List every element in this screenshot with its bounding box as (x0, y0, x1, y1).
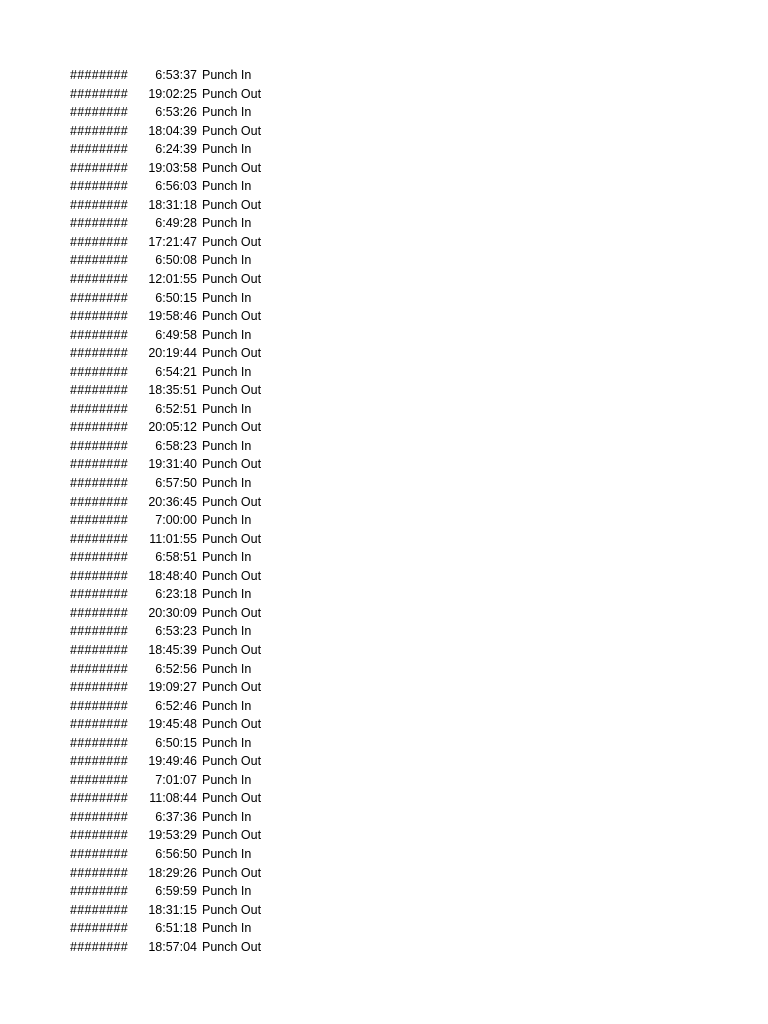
table-row (68, 622, 268, 641)
table-row (68, 808, 268, 827)
action-cell: Punch In (202, 698, 252, 713)
action-cell: Punch Out (202, 494, 262, 509)
table-row (68, 530, 268, 549)
action-cell: Punch In (202, 809, 252, 824)
time-cell: 19:03:58 (148, 160, 197, 175)
time-cell: 18:45:39 (148, 642, 197, 657)
time-cell: 6:51:18 (155, 921, 197, 936)
table-row (68, 85, 268, 104)
table-row (68, 326, 268, 345)
date-cell: ######## (70, 457, 129, 472)
date-cell: ######## (70, 846, 129, 861)
time-cell: 6:56:50 (155, 846, 197, 861)
table-row (68, 585, 268, 604)
time-cell: 19:58:46 (148, 309, 197, 324)
action-cell: Punch In (202, 179, 252, 194)
time-cell: 18:57:04 (148, 939, 197, 954)
table-row (68, 901, 268, 920)
time-cell: 7:00:00 (155, 513, 197, 528)
punch-log-table (68, 66, 268, 956)
action-cell: Punch In (202, 772, 252, 787)
table-row (68, 641, 268, 660)
date-cell: ######## (70, 884, 129, 899)
date-cell: ######## (70, 624, 129, 639)
time-cell: 19:53:29 (148, 828, 197, 843)
action-cell: Punch Out (202, 420, 262, 435)
date-cell: ######## (70, 290, 129, 305)
table-row (68, 344, 268, 363)
time-cell: 20:36:45 (148, 494, 197, 509)
time-cell: 11:01:55 (149, 531, 197, 546)
time-cell: 19:31:40 (148, 457, 197, 472)
time-cell: 12:01:55 (148, 272, 197, 287)
action-cell: Punch Out (202, 197, 262, 212)
action-cell: Punch Out (202, 86, 262, 101)
time-cell: 6:59:59 (155, 884, 197, 899)
table-row (68, 400, 268, 419)
action-cell: Punch Out (202, 123, 262, 138)
table-row (68, 493, 268, 512)
table-row (68, 103, 268, 122)
date-cell: ######## (70, 754, 129, 769)
date-cell: ######## (70, 346, 129, 361)
time-cell: 6:53:26 (155, 105, 197, 120)
action-cell: Punch In (202, 68, 252, 82)
action-cell: Punch In (202, 846, 252, 861)
date-cell: ######## (70, 698, 129, 713)
action-cell: Punch Out (202, 902, 262, 917)
date-cell: ######## (70, 550, 129, 565)
date-cell: ######## (70, 568, 129, 583)
table-row (68, 660, 268, 679)
time-cell: 18:29:26 (148, 865, 197, 880)
time-cell: 6:23:18 (155, 587, 197, 602)
time-cell: 6:37:36 (155, 809, 197, 824)
date-cell: ######## (70, 642, 129, 657)
time-cell: 6:57:50 (155, 476, 197, 491)
date-cell: ######## (70, 272, 129, 287)
time-cell: 6:52:56 (155, 661, 197, 676)
table-row (68, 734, 268, 753)
date-cell: ######## (70, 327, 129, 342)
action-cell: Punch In (202, 735, 252, 750)
date-cell: ######## (70, 309, 129, 324)
table-row (68, 604, 268, 623)
date-cell: ######## (70, 123, 129, 138)
action-cell: Punch In (202, 476, 252, 491)
date-cell: ######## (70, 364, 129, 379)
action-cell: Punch In (202, 401, 252, 416)
action-cell: Punch Out (202, 865, 262, 880)
time-cell: 6:52:51 (155, 401, 197, 416)
action-cell: Punch Out (202, 568, 262, 583)
table-row (68, 66, 268, 85)
date-cell: ######## (70, 587, 129, 602)
date-cell: ######## (70, 809, 129, 824)
action-cell: Punch Out (202, 346, 262, 361)
time-cell: 18:04:39 (148, 123, 197, 138)
date-cell: ######## (70, 438, 129, 453)
table-row (68, 363, 268, 382)
date-cell: ######## (70, 253, 129, 268)
table-row (68, 122, 268, 141)
date-cell: ######## (70, 383, 129, 398)
table-row (68, 548, 268, 567)
date-cell: ######## (70, 772, 129, 787)
time-cell: 6:50:15 (155, 735, 197, 750)
time-cell: 19:49:46 (148, 754, 197, 769)
date-cell: ######## (70, 86, 129, 101)
date-cell: ######## (70, 216, 129, 231)
time-cell: 18:35:51 (148, 383, 197, 398)
action-cell: Punch Out (202, 605, 262, 620)
action-cell: Punch In (202, 884, 252, 899)
action-cell: Punch Out (202, 939, 262, 954)
time-cell: 20:19:44 (148, 346, 197, 361)
table-row (68, 307, 268, 326)
action-cell: Punch In (202, 364, 252, 379)
date-cell: ######## (70, 828, 129, 843)
date-cell: ######## (70, 735, 129, 750)
date-cell: ######## (70, 197, 129, 212)
date-cell: ######## (70, 902, 129, 917)
time-cell: 17:21:47 (148, 234, 197, 249)
action-cell: Punch Out (202, 531, 262, 546)
table-row (68, 511, 268, 530)
table-row (68, 752, 268, 771)
action-cell: Punch Out (202, 457, 262, 472)
table-row (68, 177, 268, 196)
table-row (68, 697, 268, 716)
action-cell: Punch In (202, 216, 252, 231)
table-row (68, 140, 268, 159)
table-row (68, 474, 268, 493)
date-cell: ######## (70, 531, 129, 546)
table-row (68, 715, 268, 734)
table-row (68, 771, 268, 790)
action-cell: Punch In (202, 624, 252, 639)
time-cell: 19:45:48 (148, 717, 197, 732)
action-cell: Punch Out (202, 234, 262, 249)
date-cell: ######## (70, 680, 129, 695)
table-row (68, 845, 268, 864)
time-cell: 6:53:23 (155, 624, 197, 639)
time-cell: 6:50:15 (155, 290, 197, 305)
date-cell: ######## (70, 717, 129, 732)
time-cell: 6:53:37 (155, 68, 197, 82)
table-row (68, 789, 268, 808)
date-cell: ######## (70, 921, 129, 936)
table-row (68, 455, 268, 474)
table-row (68, 919, 268, 938)
table-row (68, 826, 268, 845)
action-cell: Punch In (202, 438, 252, 453)
date-cell: ######## (70, 142, 129, 157)
action-cell: Punch Out (202, 309, 262, 324)
action-cell: Punch In (202, 105, 252, 120)
action-cell: Punch Out (202, 717, 262, 732)
time-cell: 6:58:23 (155, 438, 197, 453)
action-cell: Punch In (202, 921, 252, 936)
time-cell: 6:49:58 (155, 327, 197, 342)
date-cell: ######## (70, 476, 129, 491)
action-cell: Punch Out (202, 272, 262, 287)
action-cell: Punch Out (202, 828, 262, 843)
action-cell: Punch In (202, 142, 252, 157)
time-cell: 6:54:21 (155, 364, 197, 379)
time-cell: 18:31:15 (148, 902, 197, 917)
time-cell: 6:49:28 (155, 216, 197, 231)
time-cell: 20:05:12 (148, 420, 197, 435)
table-row (68, 270, 268, 289)
date-cell: ######## (70, 494, 129, 509)
action-cell: Punch In (202, 327, 252, 342)
table-row (68, 233, 268, 252)
table-row (68, 437, 268, 456)
date-cell: ######## (70, 401, 129, 416)
action-cell: Punch Out (202, 791, 262, 806)
date-cell: ######## (70, 791, 129, 806)
date-cell: ######## (70, 865, 129, 880)
action-cell: Punch Out (202, 680, 262, 695)
date-cell: ######## (70, 68, 129, 82)
table-row (68, 251, 268, 270)
time-cell: 18:48:40 (148, 568, 197, 583)
time-cell: 6:50:08 (155, 253, 197, 268)
action-cell: Punch Out (202, 754, 262, 769)
table-row (68, 214, 268, 233)
table-row (68, 159, 268, 178)
date-cell: ######## (70, 605, 129, 620)
time-cell: 6:52:46 (155, 698, 197, 713)
date-cell: ######## (70, 160, 129, 175)
table-row (68, 381, 268, 400)
action-cell: Punch In (202, 587, 252, 602)
time-cell: 6:24:39 (155, 142, 197, 157)
action-cell: Punch In (202, 253, 252, 268)
date-cell: ######## (70, 234, 129, 249)
time-cell: 20:30:09 (148, 605, 197, 620)
time-cell: 7:01:07 (155, 772, 197, 787)
time-cell: 11:08:44 (149, 791, 197, 806)
table-row (68, 418, 268, 437)
date-cell: ######## (70, 420, 129, 435)
table-row (68, 678, 268, 697)
action-cell: Punch In (202, 290, 252, 305)
date-cell: ######## (70, 661, 129, 676)
time-cell: 6:56:03 (155, 179, 197, 194)
table-row (68, 882, 268, 901)
time-cell: 6:58:51 (155, 550, 197, 565)
action-cell: Punch Out (202, 642, 262, 657)
table-row (68, 196, 268, 215)
table-row (68, 289, 268, 308)
table-row (68, 864, 268, 883)
action-cell: Punch Out (202, 160, 262, 175)
date-cell: ######## (70, 939, 129, 954)
table-row (68, 938, 268, 957)
action-cell: Punch In (202, 513, 252, 528)
action-cell: Punch Out (202, 383, 262, 398)
date-cell: ######## (70, 179, 129, 194)
date-cell: ######## (70, 513, 129, 528)
time-cell: 19:09:27 (148, 680, 197, 695)
action-cell: Punch In (202, 661, 252, 676)
action-cell: Punch In (202, 550, 252, 565)
table-row (68, 567, 268, 586)
date-cell: ######## (70, 105, 129, 120)
time-cell: 18:31:18 (148, 197, 197, 212)
time-cell: 19:02:25 (148, 86, 197, 101)
